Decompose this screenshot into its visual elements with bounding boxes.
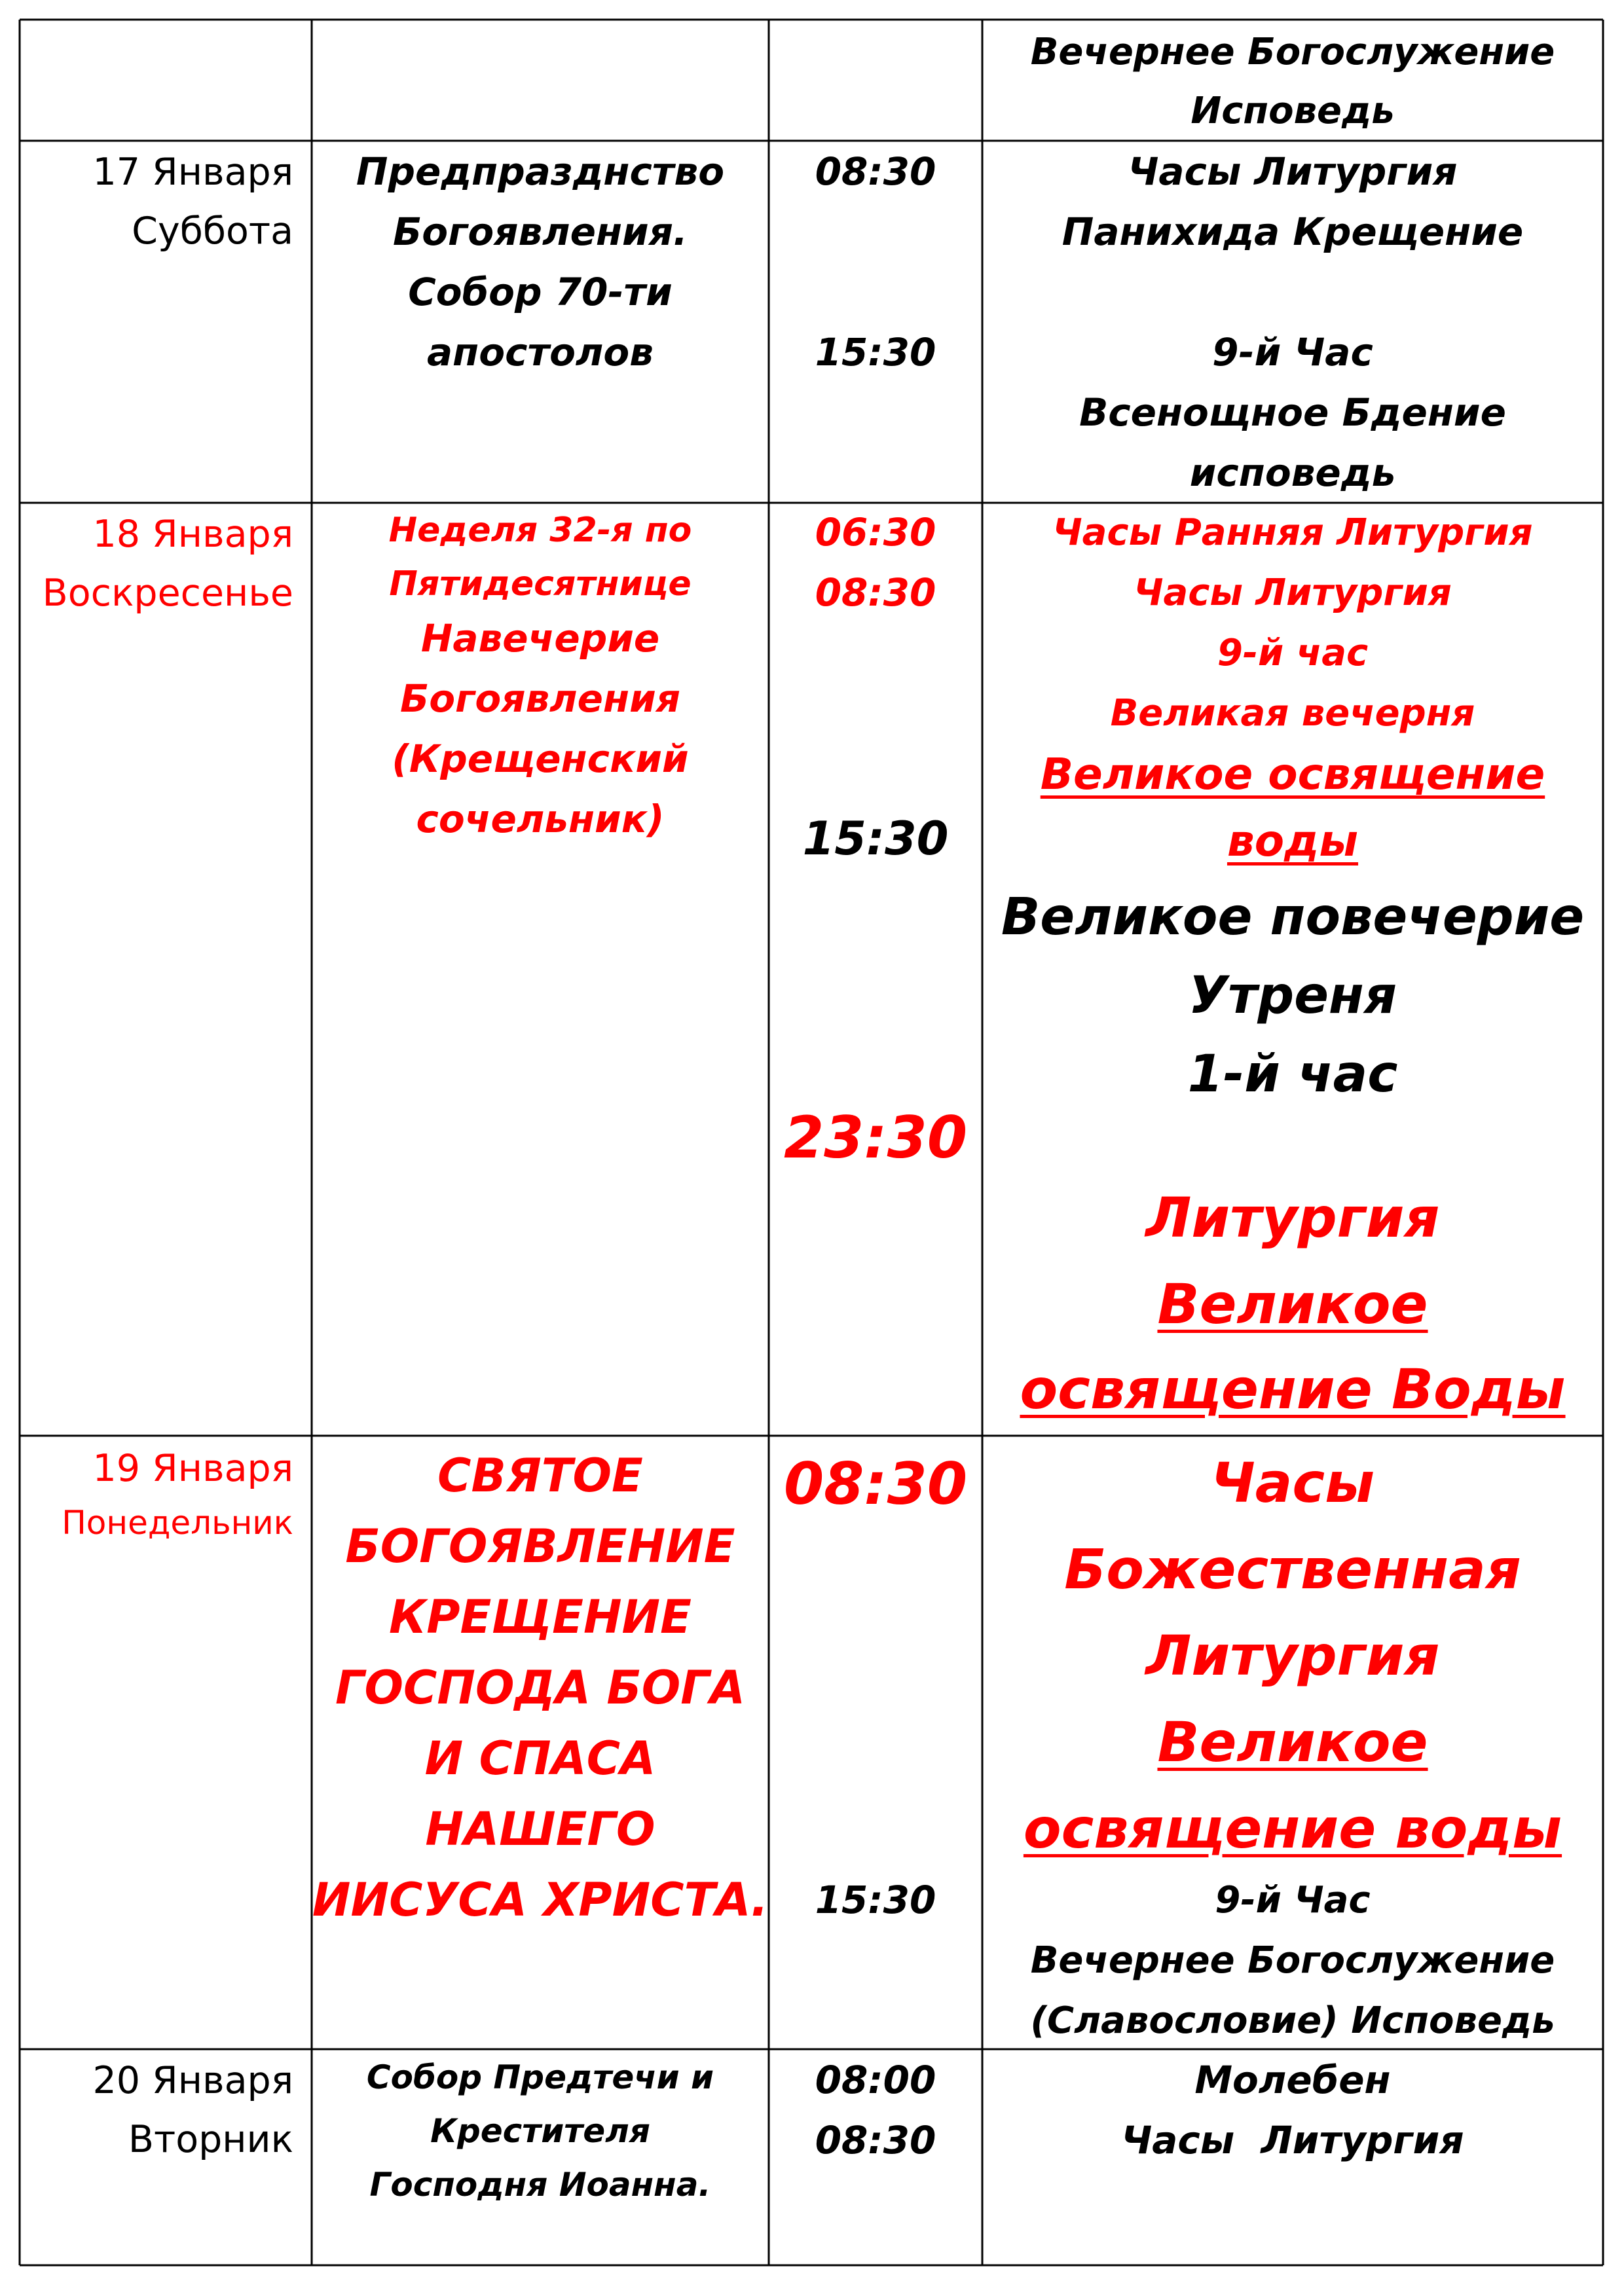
feast-line: Господня Иоанна.	[369, 2166, 711, 2204]
feast-cell	[312, 2049, 769, 2265]
feast-line: Крестителя	[430, 2112, 650, 2150]
service-line: 1-й час	[1187, 1045, 1398, 1104]
service-line: Великое	[1157, 1710, 1428, 1774]
service-line: Вечернее Богослужение	[1030, 31, 1555, 73]
time-label: 15:30	[815, 1878, 936, 1922]
service-line: освящение Воды	[1020, 1357, 1566, 1421]
feast-line: (Крещенский	[392, 737, 689, 781]
weekday-label: Понедельник	[62, 1504, 293, 1542]
time-label: 08:00	[815, 2058, 936, 2102]
feast-line: Богоявления	[400, 676, 680, 721]
date-cell	[20, 2049, 312, 2265]
service-line: воды	[1227, 816, 1359, 866]
service-line: Божественная	[1064, 1537, 1521, 1601]
service-line: Часы Литургия	[1128, 149, 1458, 194]
service-line: исповедь	[1189, 450, 1396, 495]
feast-line: Богоявления.	[393, 210, 688, 254]
feast-line: ИИСУСА ХРИСТА.	[312, 1873, 769, 1927]
service-line: Исповедь	[1190, 90, 1395, 132]
feast-line: Пятидесятнице	[389, 564, 692, 604]
weekday-label: Воскресенье	[42, 572, 293, 615]
service-line: освящение воды	[1023, 1796, 1562, 1861]
date-label: 19 Января	[92, 1447, 293, 1490]
time-label: 06:30	[815, 510, 936, 555]
feast-line: Собор Предтечи и	[366, 2058, 714, 2096]
date-label: 18 Января	[92, 513, 293, 556]
services-cell	[982, 2049, 1603, 2265]
service-line: Великое повечерие	[1001, 888, 1585, 947]
service-line: Молебен	[1194, 2058, 1391, 2102]
service-line: Часы Литургия	[1134, 572, 1452, 614]
feast-line: БОГОЯВЛЕНИЕ	[345, 1520, 735, 1573]
service-line: Великое освящение	[1040, 749, 1545, 799]
feast-line: Неделя 32-я по	[388, 511, 692, 550]
feast-line: Навечерие	[420, 616, 660, 661]
service-line: Часы	[1210, 1451, 1375, 1515]
service-line: Литургия	[1145, 1624, 1440, 1688]
feast-line: апостолов	[427, 330, 654, 374]
feast-line: ГОСПОДА БОГА	[335, 1661, 746, 1715]
date-label: 17 Января	[92, 151, 293, 194]
feast-line: СВЯТОЕ	[437, 1449, 643, 1503]
feast-line: КРЕЩЕНИЕ	[389, 1590, 692, 1644]
time-label: 08:30	[815, 570, 936, 615]
service-line: 9-й час	[1217, 632, 1369, 674]
time-label: 08:30	[815, 149, 936, 194]
service-line: (Славословие) Исповедь	[1030, 1999, 1555, 2042]
weekday-label: Вторник	[128, 2118, 293, 2161]
time-label: 08:30	[783, 1450, 968, 1518]
weekday-label: Суббота	[132, 210, 293, 253]
date-label: 20 Января	[92, 2059, 293, 2102]
time-label: 08:30	[815, 2118, 936, 2162]
service-line: Литургия	[1145, 1186, 1440, 1250]
service-line: Великая вечерня	[1110, 692, 1475, 735]
times-cell	[769, 2049, 982, 2265]
feast-line: сочельник)	[416, 797, 665, 841]
time-label: 15:30	[815, 330, 936, 374]
service-line: Часы Литургия	[1121, 2118, 1464, 2162]
service-line: Панихида Крещение	[1061, 210, 1524, 254]
service-line: 9-й Час	[1212, 330, 1373, 374]
service-line: Вечернее Богослужение	[1030, 1939, 1555, 1982]
time-label: 15:30	[802, 812, 949, 866]
service-line: Великое	[1157, 1272, 1428, 1336]
feast-line: Предпразднство	[356, 149, 725, 194]
service-line: Всенощное Бдение	[1079, 390, 1506, 435]
service-line: Часы Ранняя Литургия	[1052, 511, 1533, 554]
service-line: Утреня	[1188, 966, 1397, 1025]
feast-line: И СПАСА	[424, 1732, 656, 1785]
feast-line: НАШЕГО	[425, 1802, 655, 1856]
feast-line: Собор 70-ти	[408, 270, 673, 314]
time-label: 23:30	[783, 1104, 968, 1171]
service-line: 9-й Час	[1215, 1879, 1371, 1922]
